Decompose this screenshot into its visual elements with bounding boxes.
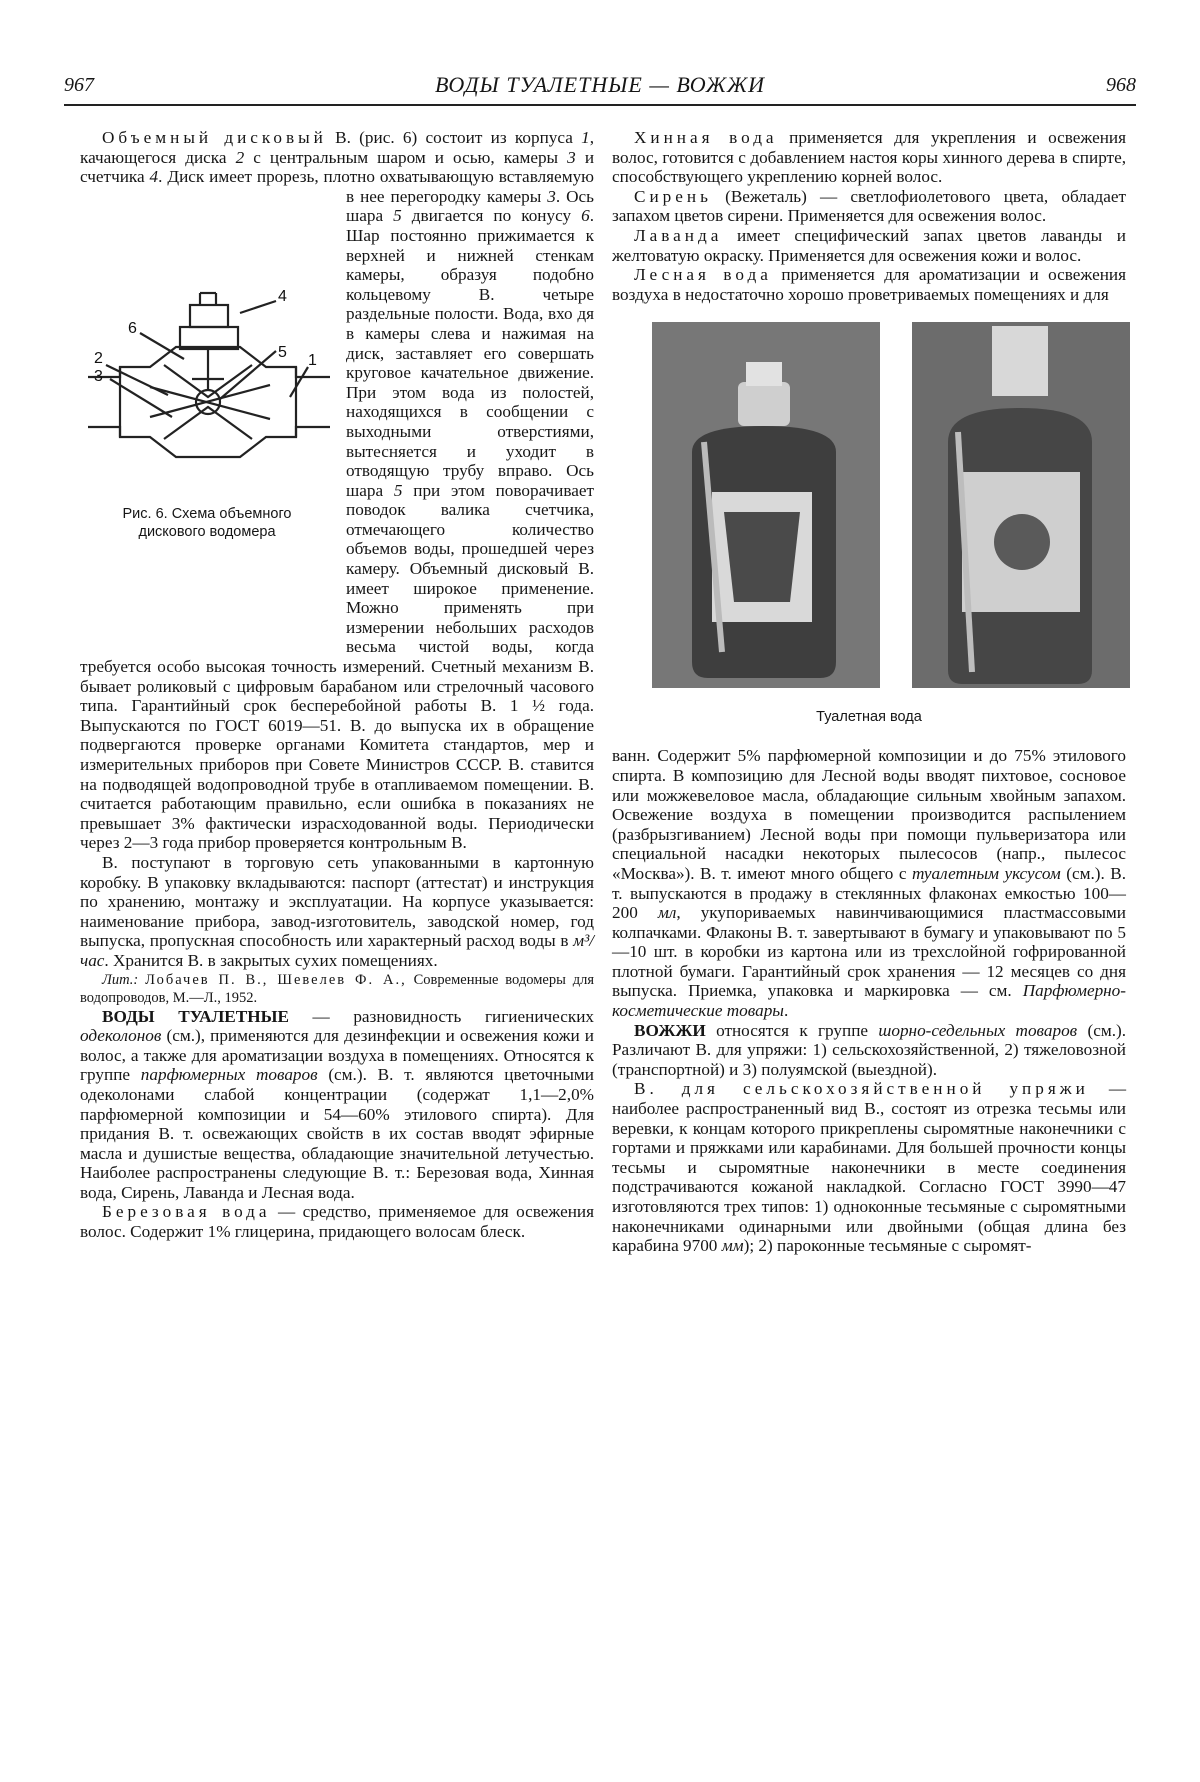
bottle-icon (912, 322, 1130, 688)
bottle-photo-right (912, 322, 1130, 688)
photo-caption: Туалетная вода (816, 709, 922, 726)
header-rule (64, 104, 1136, 106)
paragraph-lilac: Сирень (Вежеталь) — светлофиолетового цвета, обладает запахом цветов сирени. Применяется для освежения волос. (612, 186, 1127, 226)
fig-label-5: 5 (278, 343, 287, 361)
toilet-water-photos (612, 304, 1126, 746)
literature-reference: Лит.: Лобачев П. В., Шевелев Ф. А., Современные водомеры для водопроводов, М.—Л., 1952. (80, 971, 595, 1006)
bottle-photo-left (652, 322, 880, 688)
paragraph-forest-water: Лесная вода применяется для ароматизации и освежения воздуха в недостаточно хорошо проветриваемых помещениях и для (612, 265, 1126, 304)
page-number-right: 968 (1106, 74, 1136, 96)
paragraph-lavender: Лаванда имеет специфический запах цветов лаванды и желтоватую окраску. Применяется для освежения кожи и волос. (612, 225, 1126, 265)
paragraph-birch-water: Березовая вода — средство, применяемое для освежения волос. Содержит 1% глицерина, придающего волосам блеск. (80, 1202, 595, 1242)
term-toilet-waters: ВОДЫ ТУАЛЕТНЫЕ (102, 1006, 289, 1026)
figure-6-caption: Рис. 6. Схема объемного дискового водомера (122, 505, 292, 540)
fig-label-3: 3 (94, 367, 103, 385)
term-reins: ВОЖЖИ (634, 1020, 706, 1040)
paragraph-packaging: В. поступают в торговую сеть упакованными в картонную коробку. В упаковку вкладываются: паспорт (аттестат) и инструкция по хранению, монтажу и эксплуатации. На корпусе указывается: наименование прибора, завод-изготовитель, заводской номер, год выпуска, пропускная способность или характерный расход воды в м³/час. Хранится В. в закрытых сухих помещениях. (80, 852, 595, 970)
left-column (80, 128, 594, 1242)
bottle-icon (652, 322, 880, 688)
right-column (612, 128, 1126, 1256)
entry-reins: ВОЖЖИ относятся к группе шорно-седельных товаров (см.). Различают В. для упряжи: 1) сельскохозяйственной, 2) тяжеловозной (транспортной) и 3) полуямской (выездной). (612, 1020, 1127, 1079)
fig-label-2: 2 (94, 349, 103, 367)
paragraph-agricultural-reins: В. для сельскохозяйственной упряжи — наиболее распространенный вид В., состоят из отрезка тесьмы или веревки, к концам которого прикреплены сыромятные наконечники с гортами и пряжками или карабинами. Для большей прочности концы тесьмы и сыромятные наконечники в месте соединения подстрачиваются кожаной накладкой. Согласно ГОСТ 3990—47 изготовляются трех типов: 1) одноконные тесьмяные с сыромятными наконечниками одинарными или двойными (общая длина без карабина 9700 мм); 2) пароконные тесьмяные с сыромят- (612, 1079, 1127, 1256)
term-volumetric-disc: Объемный дисковый (102, 128, 327, 147)
fig-label-6: 6 (128, 319, 137, 337)
running-title: ВОДЫ ТУАЛЕТНЫЕ — ВОЖЖИ (434, 72, 766, 97)
entry-toilet-waters: ВОДЫ ТУАЛЕТНЫЕ — разновидность гигиенических одеколонов (см.), применяются для дезинфекции и освежения кожи и волос, а также для ароматизации воздуха в помещениях. Относятся к группе парфюмерных товаров (см.). В. т. являются цветочными одеколонами слабой концентрации (содержат 1,1—2,0% парфюмерной композиции и 54—60% этилового спирта). Для придания В. т. освежающих свойств в их состав вводят эфирные масла и душистые вещества, обладающие значительной летучестью. Наиболее распространены следующие В. т.: Березовая вода, Хинная вода, Сирень, Лаванда и Лесная вода. (80, 1006, 595, 1202)
running-head (64, 72, 1136, 104)
fig-label-4: 4 (278, 287, 287, 305)
paragraph-quinine-water: Хинная вода применяется для укрепления и освежения волос, готовится с добавлением настоя коры хинного дерева в спирте, способствующего укреплению корней волос. (612, 128, 1127, 187)
paragraph-forest-water-cont: ванн. Содержит 5% парфюмерной композиции и до 75% этилового спирта. В композицию для Лесной воды вводят пихтовое, сосновое или можжевеловое масла, обладающие сильным хвойным запахом. Освежение воздуха в помещении производится распылением (разбрызгиванием) Лесной воды при помощи пульверизатора или специальной насадки некоторых пылесосов (напр., пылесос «Москва»). В. т. имеют много общего с туалетным уксусом (см.). В. т. выпускаются в продажу в стеклянных флаконах емкостью 100—200 мл, укупориваемых навинчивающимися пластмассовыми колпачками. Флаконы В. т. завертывают в бумагу и упаковывают по 5—10 шт. в коробки из картона или из трехслойной гофрированной плотной бумаги. Гарантийный срок хранения — 12 месяцев со дня выпуска. Приемка, упаковка и маркировка — см. Парфюмерно-косметические товары. (612, 746, 1127, 1021)
fig-label-1: 1 (308, 351, 317, 369)
figure-6 (76, 187, 338, 655)
page-number-left: 967 (64, 74, 94, 96)
paragraph-volumetric-disc-meter: Объемный дисковый В. (рис. 6) состоит из корпуса 1, качающегося диска 2 с центральным шаром и осью, камеры 3 и счетчика 4. Диск имеет прорезь, плотно охватывающую вставляемую в нее перегородку камеры 6 4 2 3 5 1 Рис. 6. Схема объемного дискового водомера 3. Ось шара 5 двигается по конусу 6. Шар постоянно прижимается к верхней и нижней стенкам камеры, образуя подобно кольцевому В. четыре раздельные полости. Вода, вхо дя в камеры слева и нажимая на диск, заставляет его совершать круговое качательное движение. При этом вода из полостей, находящихся в сообщении с выходными отверстиями, вытесняется и уходит в отводящую трубу вправо. Ось шара 5 при этом поворачивает поводок валика счетчика, отмечающего количество объемов воды, прошедшей через камеру. Объемный дисковый В. имеет широкое применение. Можно применять при измерении небольших расходов весьма чистой воды, когда требуется особо высокая точность измерений. Счетный механизм В. бывает роликовый с цифровым барабаном или стрелочный часового типа. Гарантийный срок бесперебойной работы В. 1 ½ года. Выпускаются по ГОСТ 6019—51. В. до выпуска их в обращение подвергаются проверке органами Комитета стандартов, мер и измерительных приборов при Совете Министров СССР. В. ставится на подводящей водопроводной трубе в отапливаемом помещении. В. считается работающим правильно, если ошибка в показаниях не превышает 3% фактически израсходованной воды. Периодически через 2—3 года прибор проверяется контрольным В. (80, 128, 594, 853)
disc-meter-diagram (80, 287, 336, 499)
